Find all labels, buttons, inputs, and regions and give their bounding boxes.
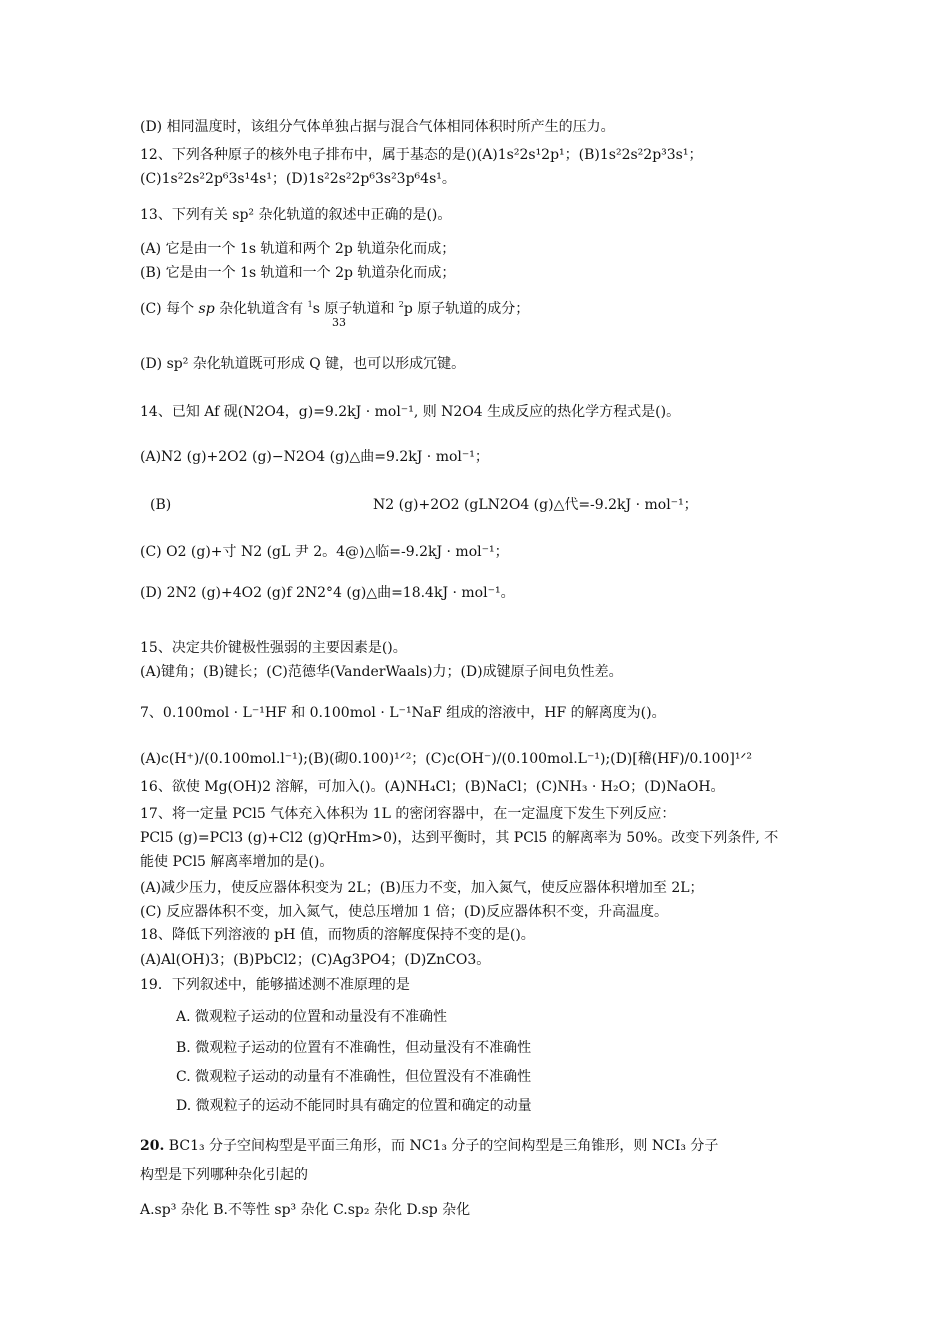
q13-stem: 13、下列有关 sp² 杂化轨道的叙述中正确的是()。 xyxy=(140,207,452,223)
q19-option-a: A. 微观粒子运动的位置和动量没有不准确性 xyxy=(176,1009,448,1025)
q14-option-b-label: (B) xyxy=(150,497,172,513)
q14-stem: 14、已知 Af 砚(N2O4，g)=9.2kJ · mol⁻¹, 则 N2O4 生成反应的热化学方程式是()。 xyxy=(140,404,681,420)
q13-option-c-denominator: 33 xyxy=(332,316,346,329)
q14-option-d: (D) 2N2 (g)+4O2 (g)f 2N2°4 (g)△曲=18.4kJ · mol⁻¹。 xyxy=(140,585,515,601)
q17-line-1: 17、将一定量 PCl5 气体充入体积为 1L 的密闭容器中，在一定温度下发生下列反应： xyxy=(140,806,676,822)
q19-option-b: B. 微观粒子运动的位置有不准确性，但动量没有不准确性 xyxy=(176,1040,532,1056)
q19-option-c: C. 微观粒子运动的动量有不准确性，但位置没有不准确性 xyxy=(176,1069,532,1085)
q14-option-c: (C) O2 (g)+寸 N2 (gL 尹 2。4@)△临=-9.2kJ · mol⁻¹； xyxy=(140,544,509,560)
q11-option-d: (D) 相同温度时，该组分气体单独占据与混合气体相同体积时所产生的压力。 xyxy=(140,119,615,135)
q13-option-d: (D) sp² 杂化轨道既可形成 Q 键，也可以形成冗键。 xyxy=(140,356,466,372)
q15-stem: 15、决定共价键极性强弱的主要因素是()。 xyxy=(140,640,407,656)
q12-line-1: 12、下列各种原子的核外电子排布中，属于基态的是()(A)1s²2s¹2p¹；(B)1s²2s²2p³3s¹； xyxy=(140,147,703,163)
q16-text: 16、欲使 Mg(OH)2 溶解，可加入()。(A)NH₄Cl；(B)NaCl；(C)NH₃ · H₂O；(D)NaOH。 xyxy=(140,779,725,795)
q15-options: (A)键角；(B)键长；(C)范德华(VanderWaals)力；(D)成键原子间电负性差。 xyxy=(140,664,623,680)
q20-number: 20. xyxy=(140,1138,165,1154)
q14-option-a: (A)N2 (g)+2O2 (g)−N2O4 (g)△曲=9.2kJ · mol⁻¹； xyxy=(140,449,489,465)
q14-option-b: N2 (g)+2O2 (gLN2O4 (g)△代=-9.2kJ · mol⁻¹； xyxy=(373,497,698,513)
q20-options: A.sp³ 杂化 B.不等性 sp³ 杂化 C.sp₂ 杂化 D.sp 杂化 xyxy=(140,1202,471,1218)
q18-stem: 18、降低下列溶液的 pH 值，而物质的溶解度保持不变的是()。 xyxy=(140,927,535,943)
q7-stem: 7、0.100mol · L⁻¹HF 和 0.100mol · L⁻¹NaF 组成的溶液中，HF 的解离度为()。 xyxy=(140,705,666,721)
q17-line-4: (A)减少压力，使反应器体积变为 2L；(B)压力不变，加入氮气，使反应器体积增加至 2L； xyxy=(140,880,704,896)
q17-line-2: PCl5 (g)=PCl3 (g)+Cl2 (g)QrHm>0)，达到平衡时，其 PCl5 的解离率为 50%。改变下列条件, 不 xyxy=(140,830,779,846)
q20-line-1: 20. BC1₃ 分子空间构型是平面三角形，而 NC1₃ 分子的空间构型是三角锥形，则 NCI₃ 分子 xyxy=(140,1138,719,1154)
q19-option-d: D. 微观粒子的运动不能同时具有确定的位置和确定的动量 xyxy=(176,1098,532,1114)
q13-option-c: (C) 每个 sp 杂化轨道含有 $^1$s 原子轨道和 $^2$p 原子轨道的成分； xyxy=(140,300,530,317)
q13-option-b: (B) 它是由一个 1s 轨道和一个 2p 轨道杂化而成； xyxy=(140,265,456,281)
q17-line-3: 能使 PCl5 解离率增加的是()。 xyxy=(140,854,334,870)
q7-options: (A)c(H⁺)/(0.100mol.l⁻¹);(B)(砌0.100)¹ᐟ²；(C)c(OH⁻)/(0.100mol.L⁻¹);(D)[稽(HF)/0.100]¹ᐟ² xyxy=(140,751,753,767)
q13-option-a: (A) 它是由一个 1s 轨道和两个 2p 轨道杂化而成； xyxy=(140,241,456,257)
q19-stem: 19．下列叙述中，能够描述测不准原理的是 xyxy=(140,977,410,993)
q18-options: (A)Al(OH)3；(B)PbCl2；(C)Ag3PO4；(D)ZnCO3。 xyxy=(140,952,491,968)
q20-line-2: 构型是下列哪种杂化引起的 xyxy=(140,1167,308,1183)
q17-line-5: (C) 反应器体积不变，加入氮气，使总压增加 1 倍；(D)反应器体积不变，升高温度。 xyxy=(140,904,669,920)
q12-line-2: (C)1s²2s²2p⁶3s¹4s¹；(D)1s²2s²2p⁶3s²3p⁶4s¹。 xyxy=(140,171,456,187)
